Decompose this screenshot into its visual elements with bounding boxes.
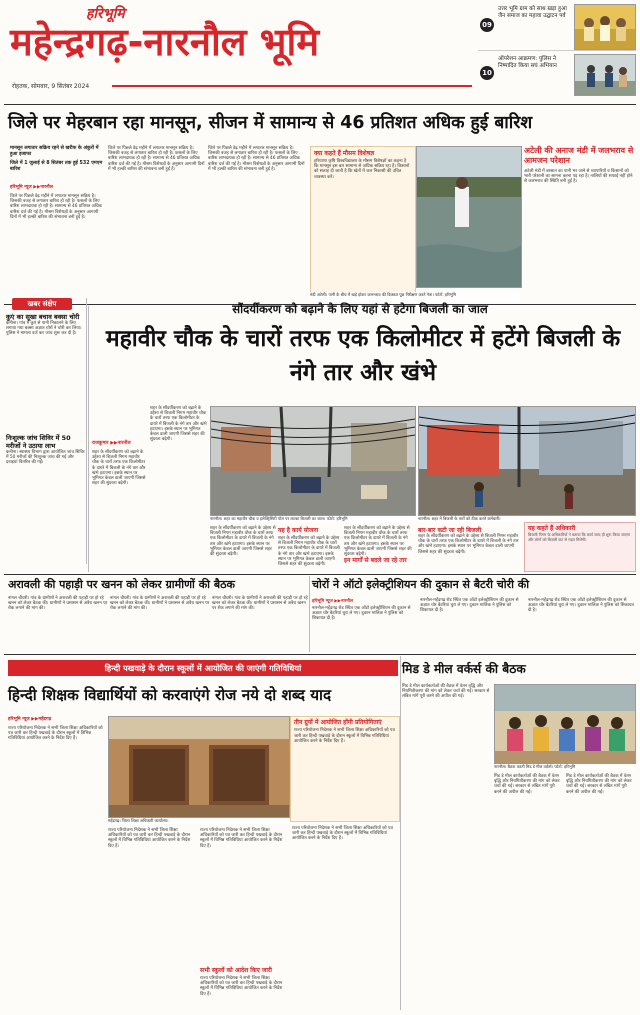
brief-title: कुएं का सूखा बचाव बक्सा चोरी [6,313,80,321]
lead-photo [416,146,522,288]
hindi-photo [108,716,290,818]
main-kicker: सौंदर्यीकरण को बढ़ाने के लिए यहां से हटेगा बिजली का जाल [232,302,488,316]
hindi-byline: हरिभूमि न्यूज ▶▶महेंद्रगढ़ [8,717,52,722]
lead-byline: हरिभूमि न्यूज ▶▶नारनौल [10,185,53,190]
brief-body: कनीना। गांव में कुएं से पानी निकालने के लिए लगाया गया बक्सा अज्ञात चोरों ने चोरी कर लिया। पुलिस ने मामला दर्ज कर जांच शुरू कर दी है। [6,321,82,337]
competitions-box [290,716,400,822]
news-brief-label: खबर संक्षेप [12,298,72,310]
main-photo-2-caption: नारनौल। शहर में बिजली के तारों को ठीक करते कर्मचारी। [418,516,634,522]
column-rule [88,306,89,572]
main-sub3-body: शहर के सौंदर्यीकरण को बढ़ाने के उद्देश्य से बिजली निगम महावीर चौक के चारों तरफ एक किलोमीटर के दायरे में बिजली के नंगे तार और खंभे हटाएगा। इसके स्थान पर भूमिगत केबल डाली जाएगी जिससे शहर की सुंदरता बढ़ेगी। [418,534,519,555]
hindi-kicker: हिन्दी पखवाड़े के दौरान स्कूलों में आयोजित की जाएंगी गतिविधियां [104,663,302,673]
competitions-body: राज्य परियोजना निदेशक ने सभी जिला शिक्षा अधिकारियों को पत्र जारी कर हिन्दी पखवाड़े के दौरान स्कूलों में विभिन्न गतिविधियां आयोजित करने के निर्देश दिए हैं। [294,728,395,744]
hindi-body-col5: राज्य परियोजना निदेशक ने सभी जिला शिक्षा अधिकारियों को पत्र जारी कर हिन्दी पखवाड़े के दौरान स्कूलों में विभिन्न गतिविधियां आयोजित करने के निर्देश दिए हैं। [292,826,393,842]
teaser-photo [574,4,636,50]
mining-body-col1: नांगल चौधरी। गांव के ग्रामीणों ने अरावली की पहाड़ी पर हो रहे खनन को लेकर बैठक की। ग्रामीणों ने प्रशासन से अवैध खनन पर रोक लगाने की मांग की। [8,596,108,612]
dateline: रोहतक, सोमवार, 9 सितंबर 2024 [12,83,90,90]
lead-body: जिले पर पिछले डेढ़ महीने में लगातार मानसून सक्रिय है। जिसकी वजह से लगातार बारिश हो रही है। फसलों के लिए बारिश लाभदायक हो रही है। सामान्य से 46 प्रतिशत अधिक बारिश दर्ज की गई है। मौसम विशेषज्ञों के अनुसार आगामी दिनों में भी हल्की बारिश की संभावना बनी हुई है। [10,194,102,220]
main-sub2: इन मार्गों से बदले जा रहे तार [344,557,407,564]
dateline-rule [112,85,472,87]
midday-body-col2: मिड डे मील कार्यकर्ताओं की बैठक में वेतन वृद्धि और नियमितीकरण की मांग को लेकर चर्चा की गई। सरकार से लंबित मांगें पूरी करने की अपील की गई। [494,774,560,795]
theft-body-col2: नारनौल-महेंद्रगढ़ रोड स्थित एक ऑटो इलेक्ट्रीशियन की दुकान से अज्ञात चोर बैटरियां चुरा ले गए। दुकान मालिक ने पुलिस को शिकायत दी है। [420,598,519,614]
teaser-text: उत्तर भूमि ग्राम को साथ खड़ा हुआ जैन समाज का महावा उद्घाटन पर्व [498,6,567,19]
teaser-box-1[interactable] [478,2,636,51]
main-body-col2: शहर के सौंदर्यीकरण को बढ़ाने के उद्देश्य से बिजली निगम महावीर चौक के चारों तरफ एक किलोमीटर के दायरे में बिजली के नंगे तार और खंभे हटाएगा। इसके स्थान पर भूमिगत केबल डाली जाएगी जिससे शहर की सुंदरता बढ़ेगी। [150,406,207,443]
hindi-body-col3: राज्य परियोजना निदेशक ने सभी जिला शिक्षा अधिकारियों को पत्र जारी कर हिन्दी पखवाड़े के दौरान स्कूलों में विभिन्न गतिविधियां आयोजित करने के निर्देश दिए हैं। [200,828,283,849]
main-sub3-box [418,526,522,570]
lead-body-col3: जिले पर पिछले डेढ़ महीने में लगातार मानसून सक्रिय है। जिसकी वजह से लगातार बारिश हो रही है। फसलों के लिए बारिश लाभदायक हो रही है। सामान्य से 46 प्रतिशत अधिक बारिश दर्ज की गई है। मौसम विशेषज्ञों के अनुसार आगामी दिनों में भी हल्की बारिश की संभावना बनी हुई है। [208,146,305,172]
hindi-photo-caption: महेंद्रगढ़। जिला शिक्षा अधिकारी कार्यालय। [108,818,288,824]
hindi-body-col1: राज्य परियोजना निदेशक ने सभी जिला शिक्षा अधिकारियों को पत्र जारी कर हिन्दी पखवाड़े के दौरान स्कूलों में विभिन्न गतिविधियां आयोजित करने के निर्देश दिए हैं। [8,726,103,742]
masthead [0,0,640,100]
brief-body: कनीना। स्वास्थ्य विभाग द्वारा आयोजित जांच शिविर में 50 मरीजों की निःशुल्क जांच की गई और दवाइयां वितरित की गईं। [6,450,85,466]
hindi-sub1: तीन ग्रुपों में आयोजित होंगी प्रतियोगिताएं [294,719,382,726]
teaser-page-number: 09 [480,18,494,32]
newspaper-title: महेन्द्रगढ़-नारनौल भूमि [10,20,320,64]
hindi-sub2: सभी स्कूलों को आदेश किए जारी [200,967,272,974]
hindi-body-col2: राज्य परियोजना निदेशक ने सभी जिला शिक्षा अधिकारियों को पत्र जारी कर हिन्दी पखवाड़े के दौरान स्कूलों में विभिन्न गतिविधियां आयोजित करने के निर्देश दिए हैं। [108,828,191,849]
teaser-photo [574,54,636,96]
main-body-col1: शहर के सौंदर्यीकरण को बढ़ाने के उद्देश्य से बिजली निगम महावीर चौक के चारों तरफ एक किलोमीटर के दायरे में बिजली के नंगे तार और खंभे हटाएगा। इसके स्थान पर भूमिगत केबल डाली जाएगी जिससे शहर की सुंदरता बढ़ेगी। [92,450,146,487]
officials-box [524,522,636,572]
main-sub4: यह कहते हैं अधिकारी [528,525,576,532]
teaser-page-number: 10 [480,66,494,80]
column-rule [309,576,310,652]
column-rule [400,656,401,1010]
theft-byline: हरिभूमि न्यूज ▶▶नारनौल [312,599,353,604]
theft-headline: चोरों ने ऑटो इलेक्ट्रीशियन की दुकान से बैटरी चोरी की [312,578,530,591]
theft-body-col1: नारनौल-महेंद्रगढ़ रोड स्थित एक ऑटो इलेक्ट्रीशियन की दुकान से अज्ञात चोर बैटरियां चुरा ले गए। दुकान मालिक ने पुलिस को शिकायत दी है। [312,606,411,622]
lead-bullet: जिले में 1 जुलाई से 8 सितंबर तक हुई 532 एमएम बारिश [10,161,103,172]
masthead-divider [4,104,636,105]
brand-logo: हरिभूमि [86,6,125,22]
right-story-body: अटेली मंडी में बरसात का पानी भर जाने से व्यापारियों व किसानों को भारी परेशानी का सामना करना पड़ रहा है। नालियों की सफाई नहीं होने से जलभराव की स्थिति बनी हुई है। [524,169,633,185]
main-photo-1-caption: नारनौल। शहर का महावीर चौक व इलेक्ट्रिसिटी पोल पर लटका बिजली का जाल। फोटो: हरिभूमि [210,516,414,522]
main-sub1: यह है कार्य योजना [278,527,319,534]
main-body-col4: शहर के सौंदर्यीकरण को बढ़ाने के उद्देश्य से बिजली निगम महावीर चौक के चारों तरफ एक किलोमीटर के दायरे में बिजली के नंगे तार और खंभे हटाएगा। इसके स्थान पर भूमिगत केबल डाली जाएगी जिससे शहर की सुंदरता बढ़ेगी। [278,536,340,568]
main-body-col5: शहर के सौंदर्यीकरण को बढ़ाने के उद्देश्य से बिजली निगम महावीर चौक के चारों तरफ एक किलोमीटर के दायरे में बिजली के नंगे तार और खंभे हटाएगा। इसके स्थान पर भूमिगत केबल डाली जाएगी जिससे शहर की सुंदरता बढ़ेगी। [344,526,412,558]
hindi-headline: हिन्दी शिक्षक विद्यार्थियों को करवाएंगे रोज नये दो शब्द याद [8,686,332,704]
sidebar-body: हरियाणा कृषि विश्वविद्यालय के मौसम विशेषज्ञों का कहना है कि मानसून इस बार सामान्य से अधिक सक्रिय रहा है। किसानों को सलाह दी जाती है कि खेतों में जल निकासी की उचित व्यवस्था करें। [314,159,410,180]
hindi-kicker-band [8,660,398,676]
midday-photo [494,684,636,764]
right-story [524,146,636,302]
main-photo-1 [210,406,416,516]
midday-photo-caption: नारनौल। बैठक करती मिड डे मील वर्कर्स। फोटो: हरिभूमि [494,764,634,770]
section-divider [4,574,636,575]
brief-title: निःशुल्क जांच शिविर में 50 मरीजों ने उठाया लाभ [6,434,71,450]
news-brief-box [6,298,87,564]
lead-bullet: मानसून लगातार सक्रिय रहने से खरीफ के अंकुरों में हुआ इजाफा [10,146,99,157]
lead-bullets [10,146,106,173]
weather-sidebar [310,146,416,294]
lead-headline: जिले पर मेहरबान रहा मानसून, सीजन में सामान्य से 46 प्रतिशत अधिक हुई बारिश [8,113,533,133]
mining-headline: अरावली की पहाड़ी पर खनन को लेकर ग्रामीणों की बैठक [8,578,235,591]
main-headline: महावीर चौक के चारों तरफ एक किलोमीटर में हटेंगे बिजली के नंगे तार और खंभे [105,326,621,386]
midday-body-col1: मिड डे मील कार्यकर्ताओं की बैठक में वेतन वृद्धि और नियमितीकरण की मांग को लेकर चर्चा की गई। सरकार से लंबित मांगें पूरी करने की अपील की गई। [402,684,490,700]
mining-body-col3: नांगल चौधरी। गांव के ग्रामीणों ने अरावली की पहाड़ी पर हो रहे खनन को लेकर बैठक की। ग्रामीणों ने प्रशासन से अवैध खनन पर रोक लगाने की मांग की। [212,596,308,612]
main-sub3: बार-बार कटी जा रही बिजली [418,527,482,534]
midday-headline: मिड डे मील वर्कर्स की बैठक [402,662,526,676]
main-photo-2 [418,406,636,516]
midday-body-col3: मिड डे मील कार्यकर्ताओं की बैठक में वेतन वृद्धि और नियमितीकरण की मांग को लेकर चर्चा की गई। सरकार से लंबित मांगें पूरी करने की अपील की गई। [566,774,632,795]
mining-body-col2: नांगल चौधरी। गांव के ग्रामीणों ने अरावली की पहाड़ी पर हो रहे खनन को लेकर बैठक की। ग्रामीणों ने प्रशासन से अवैध खनन पर रोक लगाने की मांग की। [110,596,210,612]
section-divider [4,654,636,655]
right-story-headline: अटेली की अनाज मंडी में जलभराव से आमजन परेशान [524,146,634,165]
teaser-text: ऑपरेशन आक्रमण: पुलिस ने निष्पादित किया सघं अभियान [498,56,557,69]
lead-photo-caption: मंडी अटेली। पानी के बीच में खड़े होकर जलभराव की दिक्कत पूछ निरीक्षण करते नेता। फोटो: हरिभूमि [310,292,520,302]
hindi-body-col4: राज्य परियोजना निदेशक ने सभी जिला शिक्षा अधिकारियों को पत्र जारी कर हिन्दी पखवाड़े के दौरान स्कूलों में विभिन्न गतिविधियां आयोजित करने के निर्देश दिए हैं। [200,976,283,997]
lead-body-col2: जिले पर पिछले डेढ़ महीने में लगातार मानसून सक्रिय है। जिसकी वजह से लगातार बारिश हो रही है। फसलों के लिए बारिश लाभदायक हो रही है। सामान्य से 46 प्रतिशत अधिक बारिश दर्ज की गई है। मौसम विशेषज्ञों के अनुसार आगामी दिनों में भी हल्की बारिश की संभावना बनी हुई है। [108,146,205,172]
officials-note: बिजली निगम के अधिकारियों ने बताया कि कार्य जल्द ही शुरू किया जाएगा और लोगों को बिजली कट से राहत मिलेगी। [528,532,630,542]
main-byline: राजकुमार ▶▶नारनौल [92,441,131,446]
sidebar-heading: क्या कहते हैं मौसम विशेषज्ञ [314,150,375,157]
teaser-box-2[interactable] [478,52,636,96]
main-body-col3: शहर के सौंदर्यीकरण को बढ़ाने के उद्देश्य से बिजली निगम महावीर चौक के चारों तरफ एक किलोमीटर के दायरे में बिजली के नंगे तार और खंभे हटाएगा। इसके स्थान पर भूमिगत केबल डाली जाएगी जिससे शहर की सुंदरता बढ़ेगी। [210,526,276,558]
theft-body-col3: नारनौल-महेंद्रगढ़ रोड स्थित एक ऑटो इलेक्ट्रीशियन की दुकान से अज्ञात चोर बैटरियां चुरा ले गए। दुकान मालिक ने पुलिस को शिकायत दी है। [528,598,634,614]
